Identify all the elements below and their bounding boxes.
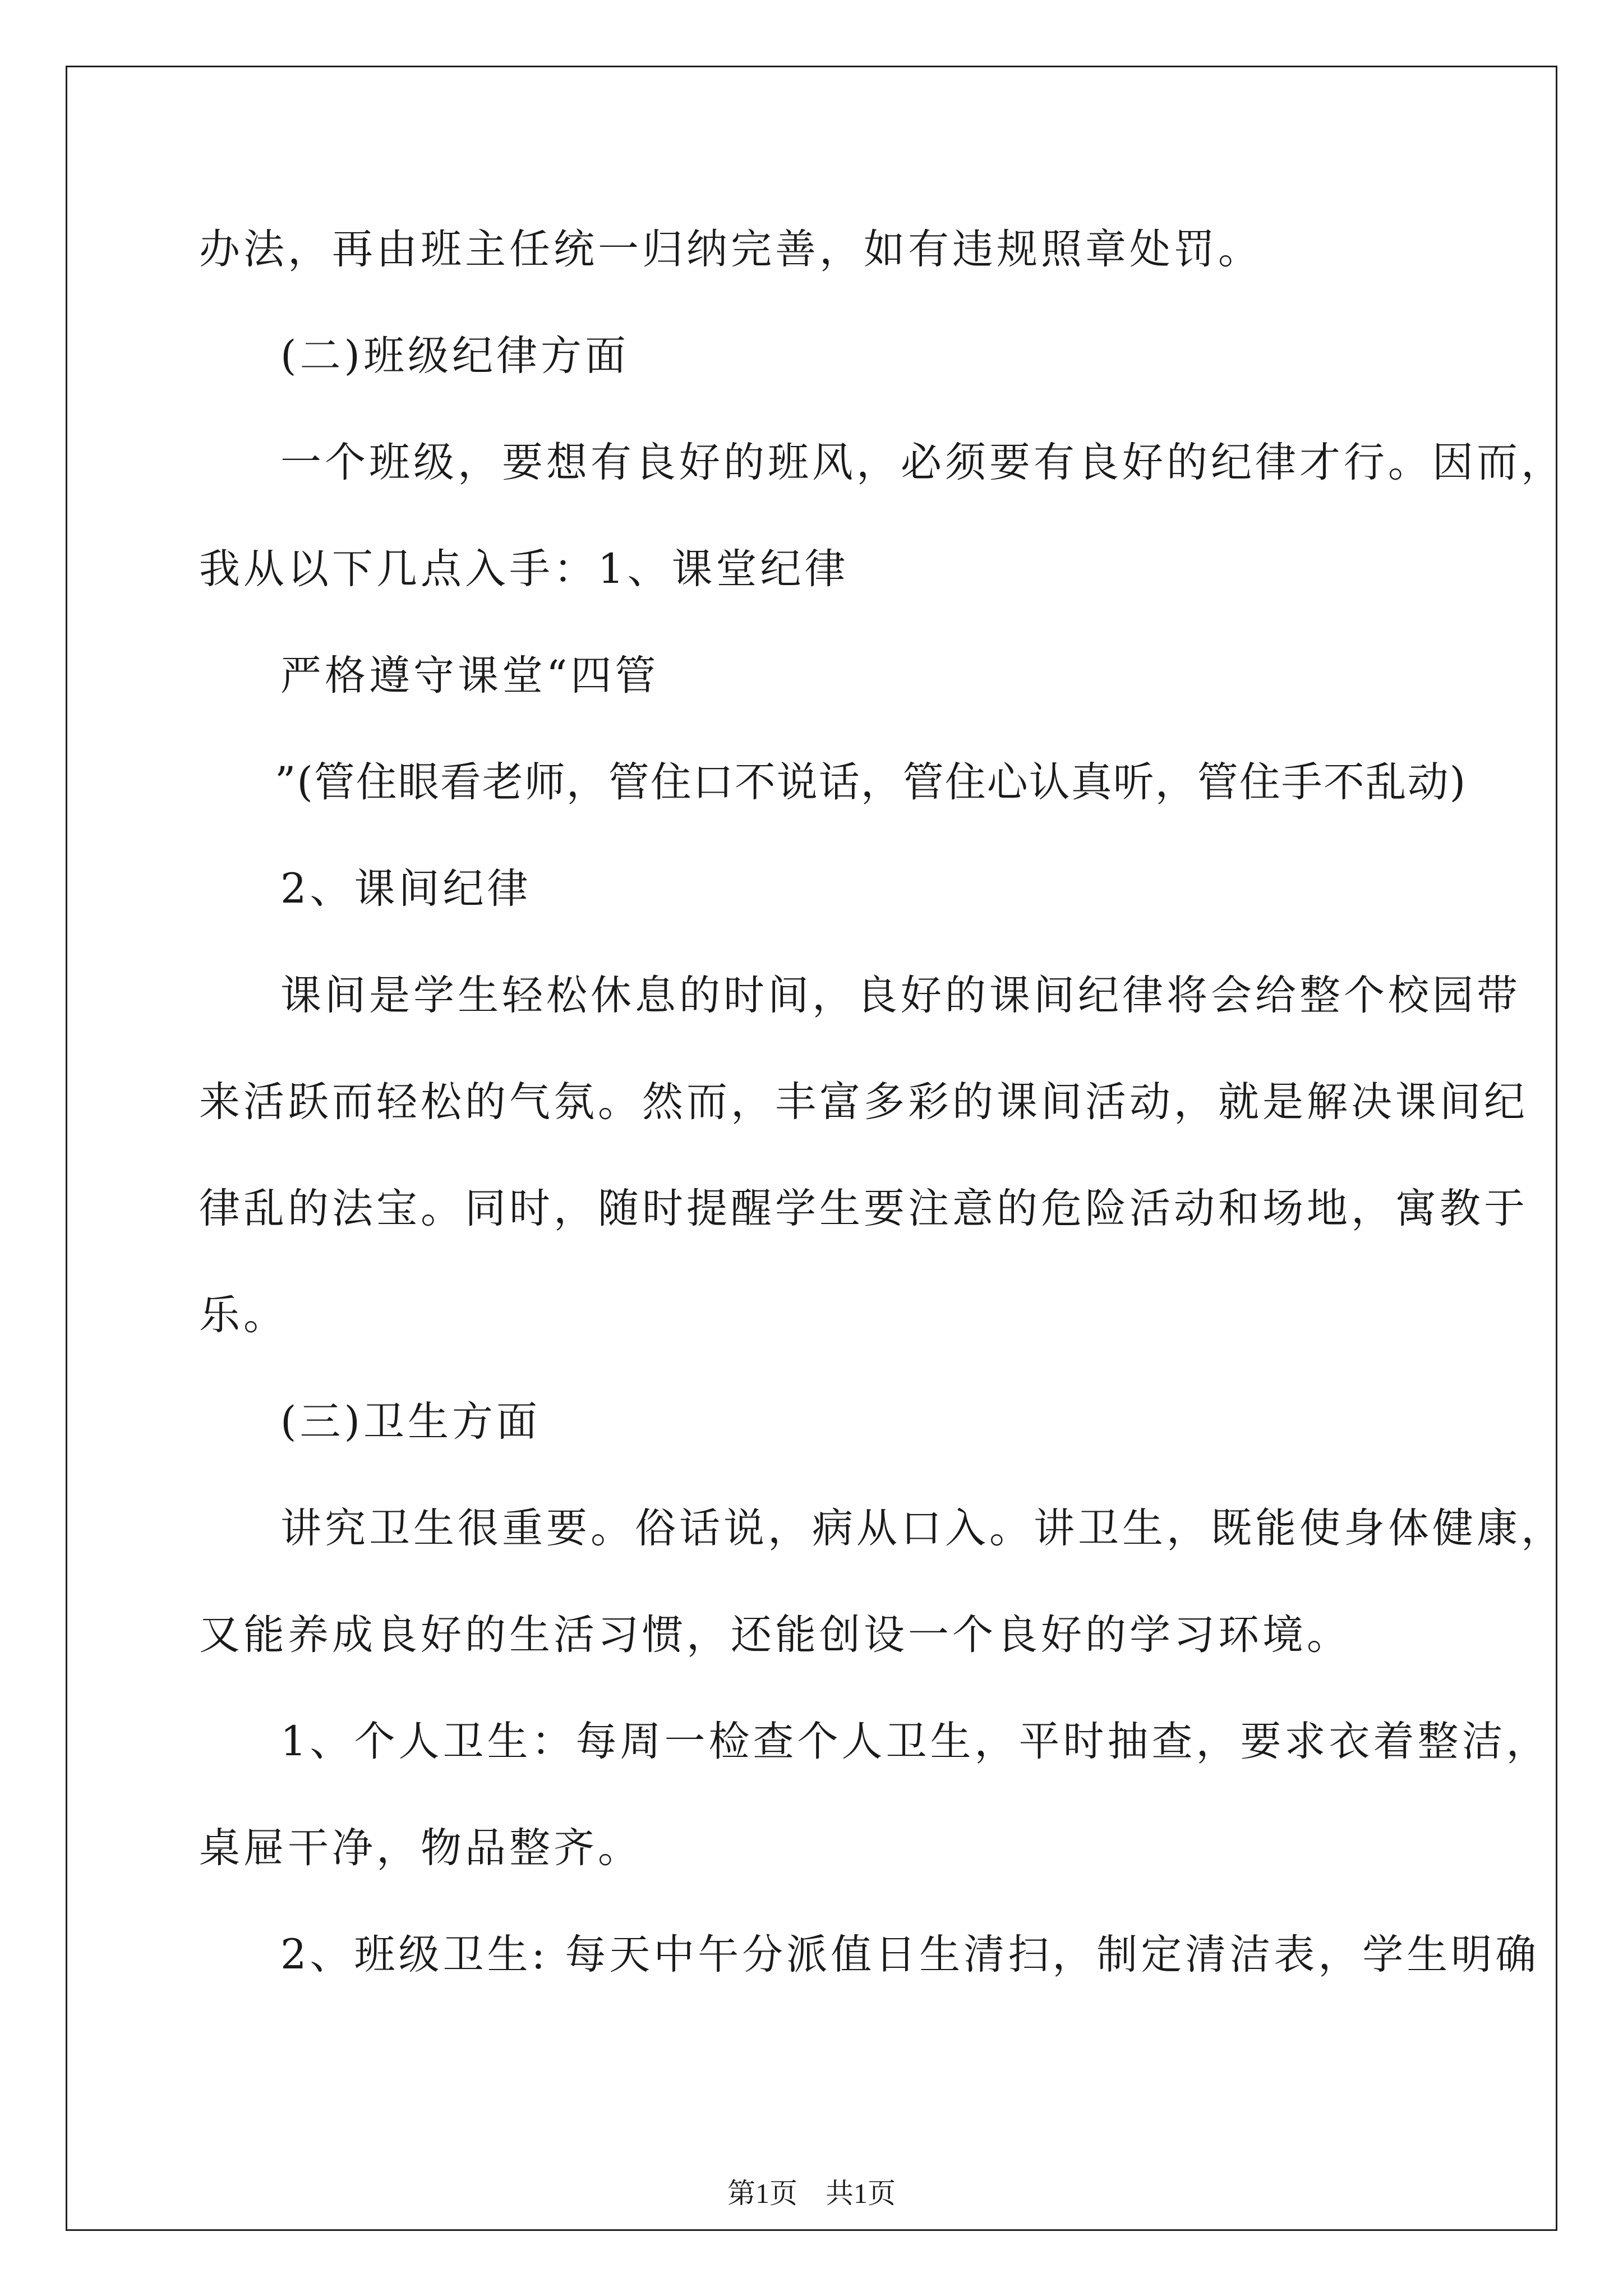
text-line: 一个班级，要想有良好的班风，必须要有良好的纪律才行。因而， [280, 439, 1565, 486]
section-heading: (三)卫生方面 [280, 1398, 541, 1446]
text-line: ”(管住眼看老师，管住口不说话，管住心认真听，管住手不乱动) [275, 758, 1467, 806]
text-line: 1、个人卫生：每周一检查个人卫生，平时抽查，要求衣着整洁， [280, 1718, 1551, 1765]
text-line: 课间是学生轻松休息的时间，良好的课间纪律将会给整个校园带 [280, 972, 1521, 1019]
subsection-heading: 2、课间纪律 [280, 865, 532, 913]
text-line: 办法，再由班主任统一归纳完善，如有违规照章处罚。 [199, 226, 1262, 273]
page-border [66, 66, 1557, 2231]
text-line: 来活跃而轻松的气氛。然而，丰富多彩的课间活动，就是解决课间纪 [199, 1078, 1528, 1126]
page-footer: 第1页 共1页 [727, 2178, 896, 2209]
text-line: 乐。 [199, 1291, 288, 1339]
text-line: 讲究卫生很重要。俗话说，病从口入。讲卫生，既能使身体健康， [280, 1504, 1565, 1552]
text-line: 桌屉干净，物品整齐。 [199, 1824, 642, 1872]
text-line: 律乱的法宝。同时，随时提醒学生要注意的危险活动和场地，寓教于 [199, 1185, 1528, 1232]
section-heading: (二)班级纪律方面 [280, 332, 629, 380]
text-line: 2、班级卫生: 每天中午分派值日生清扫，制定清洁表，学生明确 [280, 1931, 1540, 1978]
text-line: 我从以下几点入手：1、课堂纪律 [199, 545, 849, 593]
text-line: 又能养成良好的生活习惯，还能创设一个良好的学习环境。 [199, 1611, 1351, 1659]
text-line: 严格遵守课堂“四管 [280, 652, 660, 700]
